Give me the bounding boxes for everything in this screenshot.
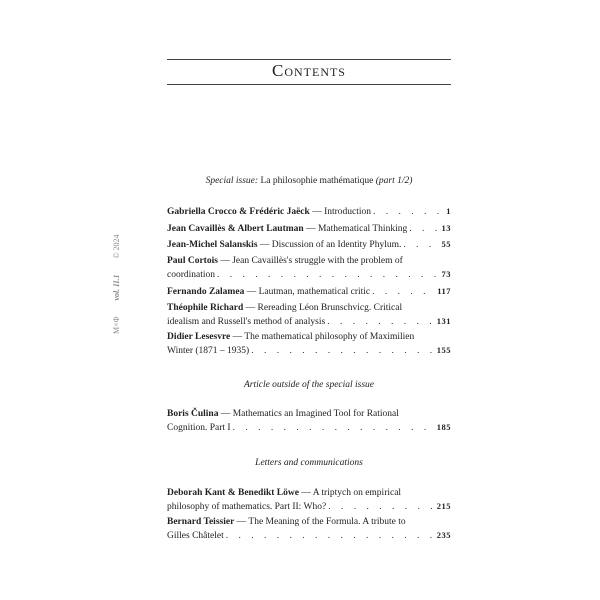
entry-title: Mathematics an Imagined Tool for Rational (232, 409, 399, 419)
journal-name: M×Φ (112, 316, 121, 334)
entry-title: Discussion of an Identity Phylum. (271, 240, 402, 250)
top-rule (167, 59, 451, 60)
entry-title-continued: Gilles Châtelet (167, 530, 224, 541)
entry-authors: Fernando Zalamea (167, 287, 245, 297)
leader-dots (251, 345, 435, 358)
entry-page: 155 (436, 344, 451, 355)
entry-title-continued: coordination (167, 269, 216, 280)
entry-title-continued: Winter (1871 – 1935) (167, 345, 250, 356)
side-running-head (112, 220, 121, 334)
leader-dots (226, 530, 435, 543)
entry-authors: Didier Lesesvre (167, 332, 231, 342)
entry-title-continued: philosophy of mathematics. Part II: Who? (167, 501, 327, 512)
leader-dots (372, 286, 435, 299)
toc-entry[interactable]: Jean-Michel Salanskis — Discussion of an Identity Phylum. . . . 55 (167, 238, 451, 252)
entry-page: 235 (436, 529, 451, 540)
toc-entry[interactable]: Théophile Richard — Rereading Léon Brunschvicg. Critical idealism and Russell's method of analysis . . . 131 (167, 302, 451, 328)
entry-authors: Bernard Teissier (167, 517, 235, 527)
section-heading-outside: Article outside of the special issue (243, 380, 375, 390)
leader-dots (409, 223, 439, 236)
entry-authors: Jean-Michel Salanskis (167, 240, 258, 250)
toc-entry[interactable]: Fernando Zalamea — Lautman, mathematical critic . . . 117 (167, 285, 451, 299)
entry-title: Introduction (324, 207, 372, 217)
toc-entry[interactable]: Gabriella Crocco & Frédéric Jaëck — Introduction . . . 1 (167, 205, 451, 219)
entry-title: Lautman, mathematical critic (258, 287, 371, 297)
entry-page: 131 (436, 315, 451, 326)
volume-label: vol. II.1 (112, 274, 121, 301)
entry-page: 215 (436, 500, 451, 511)
entry-page: 13 (441, 223, 451, 233)
entry-title: The mathematical philosophy of Maximilien (244, 332, 415, 342)
entry-title: Mathematical Thinking (317, 224, 408, 234)
toc-entry[interactable]: Jean Cavaillès & Albert Lautman — Mathematical Thinking . . . 13 (167, 222, 451, 236)
toc-entry[interactable]: Deborah Kant & Benedikt Löwe — A triptych on empirical philosophy of mathematics. Part II: Who? . . . 215 (167, 487, 451, 513)
entry-authors: Deborah Kant & Benedikt Löwe (167, 488, 299, 498)
entry-title: A triptych on empirical (312, 488, 402, 498)
entry-authors: Paul Cortois (167, 256, 218, 266)
leader-dots (217, 269, 439, 282)
entry-page: 55 (441, 239, 451, 249)
entry-authors: Jean Cavaillès & Albert Lautman (167, 224, 304, 234)
section-heading-special-issue: Special issue: La philosophie mathématique (part 1/2) (205, 176, 413, 186)
entry-title: Jean Cavaillès's struggle with the problem of (232, 256, 403, 266)
leader-dots (233, 422, 435, 435)
entry-page: 1 (446, 206, 451, 216)
leader-dots (403, 239, 439, 252)
toc-entry[interactable]: Boris Čulina — Mathematics an Imagined Tool for Rational Cognition. Part I . . . 185 (167, 408, 451, 434)
entry-title: Rereading Léon Brunschvicg. Critical (257, 303, 403, 313)
entry-authors: Gabriella Crocco & Frédéric Jaëck (167, 207, 310, 217)
entry-title: The Meaning of the Formula. A tribute to (248, 517, 406, 527)
bottom-rule (167, 84, 451, 85)
entry-page: 117 (437, 286, 451, 296)
page-title: Contents (271, 61, 346, 80)
leader-dots (328, 501, 435, 514)
entry-page: 185 (436, 421, 451, 432)
copyright-label: © 2024 (112, 234, 121, 259)
entry-authors: Boris Čulina (167, 409, 219, 419)
entry-title-continued: idealism and Russell's method of analysis (167, 316, 326, 327)
leader-dots (327, 316, 435, 329)
entry-page: 73 (441, 268, 451, 279)
leader-dots (373, 206, 444, 219)
toc-entry[interactable]: Didier Lesesvre — The mathematical philosophy of Maximilien Winter (1871 – 1935) . . . 155 (167, 331, 451, 357)
entry-authors: Théophile Richard (167, 303, 244, 313)
toc-entry[interactable]: Bernard Teissier — The Meaning of the Formula. A tribute to Gilles Châtelet . . . 235 (167, 516, 451, 542)
entry-title-continued: Cognition. Part I (167, 422, 231, 433)
section-heading-letters: Letters and communications (255, 458, 363, 468)
toc-entry[interactable]: Paul Cortois — Jean Cavaillès's struggle with the problem of coordination . . . 73 (167, 255, 451, 281)
